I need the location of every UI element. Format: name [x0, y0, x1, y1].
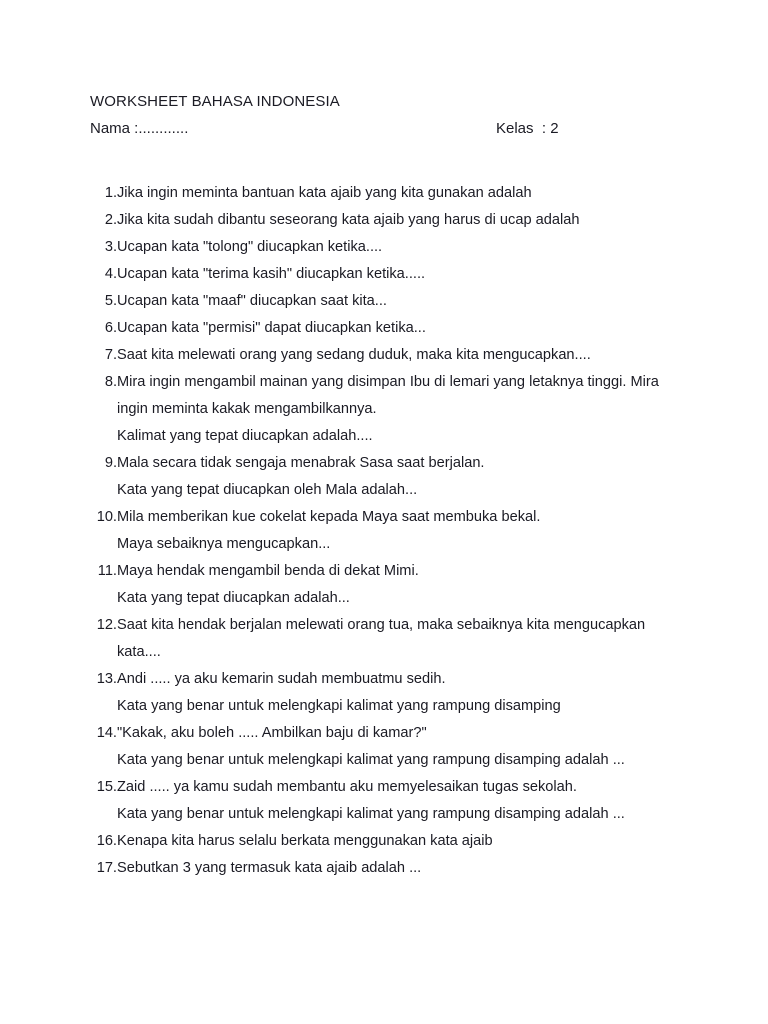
question-number: 3.	[104, 239, 117, 255]
question-number: 8.	[104, 374, 117, 390]
question-text: Sebutkan 3 yang termasuk kata ajaib adalah ...	[117, 860, 422, 876]
question-item	[90, 261, 690, 288]
question-number: 16.	[96, 833, 117, 849]
name-field-label: Nama :............	[90, 120, 189, 137]
question-item	[90, 315, 690, 342]
question-text: Jika ingin meminta bantuan kata ajaib yang kita gunakan adalah	[117, 185, 532, 201]
class-field-label: Kelas : 2	[496, 120, 559, 137]
question-item	[90, 207, 690, 234]
question-number: 13.	[96, 671, 117, 687]
question-item	[90, 180, 690, 207]
question-text: Andi ..... ya aku kemarin sudah membuatmu sedih.	[117, 671, 446, 687]
question-text-continuation: Maya sebaiknya mengucapkan...	[117, 536, 331, 552]
question-item	[90, 855, 690, 882]
question-text: Mila memberikan kue cokelat kepada Maya saat membuka bekal.	[117, 509, 541, 525]
question-number: 4.	[104, 266, 117, 282]
question-text-continuation: ingin meminta kakak mengambilkannya.	[117, 401, 377, 417]
question-number: 12.	[96, 617, 117, 633]
question-text-continuation: Kata yang tepat diucapkan adalah...	[117, 590, 350, 606]
question-item	[90, 369, 690, 450]
question-text: Kenapa kita harus selalu berkata menggunakan kata ajaib	[117, 833, 493, 849]
question-number: 9.	[104, 455, 117, 471]
question-number: 6.	[104, 320, 117, 336]
question-item	[90, 450, 690, 504]
question-item	[90, 774, 690, 828]
question-text: Zaid ..... ya kamu sudah membantu aku memyelesaikan tugas sekolah.	[117, 779, 577, 795]
question-text: Maya hendak mengambil benda di dekat Mimi.	[117, 563, 419, 579]
question-number: 15.	[96, 779, 117, 795]
question-item	[90, 234, 690, 261]
question-item	[90, 342, 690, 369]
question-number: 10.	[96, 509, 117, 525]
question-text-continuation: Kata yang benar untuk melengkapi kalimat yang rampung disamping adalah ...	[117, 752, 625, 768]
question-text-continuation: Kalimat yang tepat diucapkan adalah....	[117, 428, 373, 444]
question-text: Ucapan kata "terima kasih" diucapkan ketika.....	[117, 266, 426, 282]
question-item	[90, 558, 690, 612]
question-item	[90, 504, 690, 558]
worksheet-title: WORKSHEET BAHASA INDONESIA	[90, 93, 340, 110]
question-number: 11.	[97, 563, 117, 579]
question-number: 7.	[104, 347, 117, 363]
question-text: Ucapan kata "permisi" dapat diucapkan ketika...	[117, 320, 426, 336]
question-text: Saat kita hendak berjalan melewati orang tua, maka sebaiknya kita mengucapkan	[117, 617, 646, 633]
question-text-continuation: kata....	[117, 644, 161, 660]
question-item	[90, 612, 690, 666]
question-text: Jika kita sudah dibantu seseorang kata ajaib yang harus di ucap adalah	[117, 212, 580, 228]
question-text-continuation: Kata yang benar untuk melengkapi kalimat yang rampung disamping adalah ...	[117, 806, 625, 822]
question-text: Ucapan kata "maaf" diucapkan saat kita...	[117, 293, 387, 309]
question-number: 2.	[104, 212, 117, 228]
question-item	[90, 666, 690, 720]
question-item	[90, 828, 690, 855]
question-text: Mala secara tidak sengaja menabrak Sasa saat berjalan.	[117, 455, 485, 471]
question-text: Saat kita melewati orang yang sedang duduk, maka kita mengucapkan....	[117, 347, 591, 363]
question-item	[90, 288, 690, 315]
question-text: Mira ingin mengambil mainan yang disimpan Ibu di lemari yang letaknya tinggi. Mira	[117, 374, 659, 390]
question-text: "Kakak, aku boleh ..... Ambilkan baju di kamar?"	[117, 725, 427, 741]
question-text-continuation: Kata yang tepat diucapkan oleh Mala adalah...	[117, 482, 418, 498]
question-text: Ucapan kata "tolong" diucapkan ketika....	[117, 239, 383, 255]
question-number: 1.	[104, 185, 117, 201]
question-item	[90, 720, 690, 774]
question-number: 5.	[104, 293, 117, 309]
question-list	[90, 180, 690, 882]
question-text-continuation: Kata yang benar untuk melengkapi kalimat yang rampung disamping	[117, 698, 561, 714]
question-number: 17.	[96, 860, 117, 876]
question-number: 14.	[96, 725, 117, 741]
